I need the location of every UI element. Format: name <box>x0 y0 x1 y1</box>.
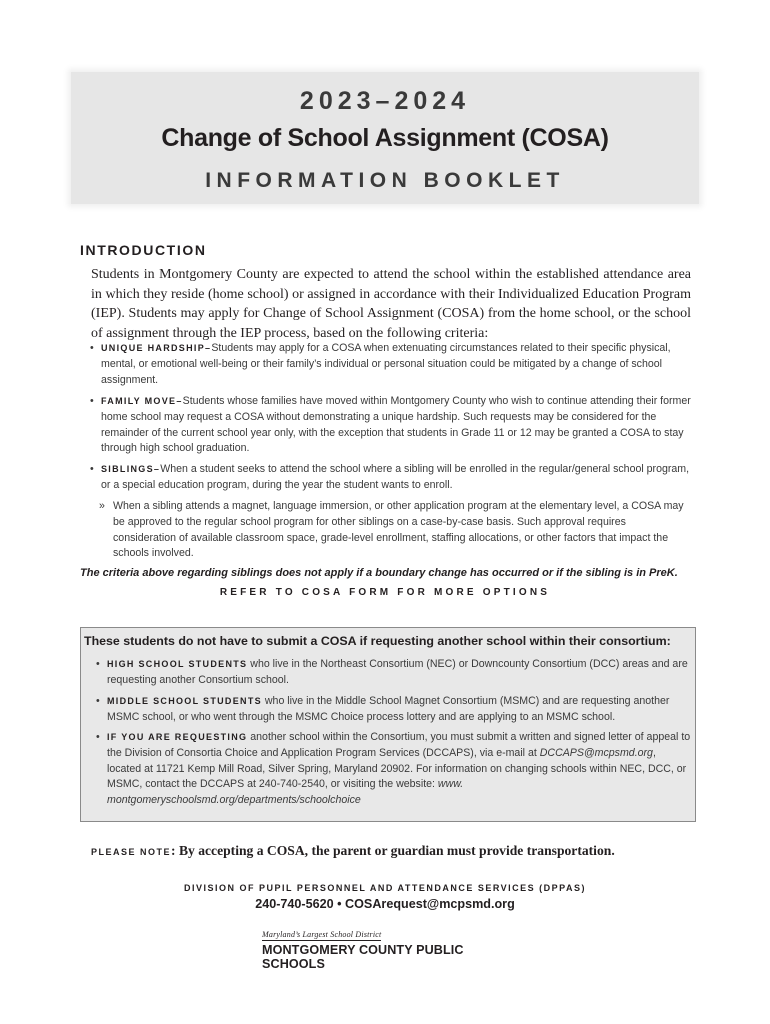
criteria-text: Students may apply for a COSA when extenuating circumstances related to their specific physical, mental, or emotional well-being or their family’s individual or personal situation could be mitigated by a change of school assignment. <box>101 342 671 386</box>
school-year: 2023–2024 <box>299 87 471 115</box>
introduction-paragraph: Students in Montgomery County are expected to attend the school within the established attendance area in which they reside (home school) or assigned in accordance with their Individualized Education Program (IEP). Students may apply for Change of School Assignment (COSA) from the home school, or the school of assignment through the IEP process, based on the following criteria: <box>91 267 691 341</box>
consortium-item-middle-school <box>96 694 691 726</box>
consortium-keyword: MIDDLE SCHOOL STUDENTS <box>107 696 262 706</box>
criteria-keyword: SIBLINGS– <box>101 464 161 474</box>
siblings-sub-text: When a sibling attends a magnet, language immersion, or other application program at the elementary level, a COSA may be approved to the regular school program for other siblings on a case-by-case basis. Such approval requires consideration of available classroom space, grade-level enrollment, staffing allocations, or other factors that impact the schools involved. <box>113 500 684 560</box>
bullet: • <box>96 731 100 743</box>
criteria-text: When a student seeks to attend the school where a sibling will be enrolled in the regular/general school program, or a special education program, during the year the student wants to enroll. <box>101 463 690 491</box>
criteria-item-unique-hardship <box>90 341 695 388</box>
please-note <box>91 843 691 859</box>
criteria-keyword: UNIQUE HARDSHIP– <box>101 343 212 353</box>
consortium-text: another school within the Consortium, you must submit a written and signed letter of appeal to the Division of Consortia Choice and Application Program Services (DCCAPS), via e-mail at <box>107 731 691 759</box>
criteria-keyword: FAMILY MOVE– <box>101 396 183 406</box>
bullet: • <box>96 695 100 707</box>
bullet: • <box>90 463 94 475</box>
mcps-logo <box>258 930 528 971</box>
page-title: Change of School Assignment (COSA) <box>161 124 609 152</box>
consortium-keyword: IF YOU ARE REQUESTING <box>107 732 248 742</box>
bullet: • <box>96 658 100 670</box>
consortium-item-high-school <box>96 657 691 689</box>
division-name: DIVISION OF PUPIL PERSONNEL AND ATTENDANCE SERVICES (DPPAS) <box>183 883 587 893</box>
consortium-item-requesting <box>96 730 691 809</box>
criteria-item-family-move <box>90 394 695 457</box>
dccaps-email-link[interactable]: DCCAPS@mcpsmd.org <box>539 746 653 759</box>
siblings-sub-item <box>99 499 691 562</box>
page-subtitle: INFORMATION BOOKLET <box>205 169 565 192</box>
bullet: • <box>90 395 94 407</box>
introduction-heading: INTRODUCTION <box>80 242 207 258</box>
school-choice-website-link[interactable]: www. montgomeryschoolsmd.org/departments/schoolchoice <box>107 778 464 807</box>
siblings-note: The criteria above regarding siblings does not apply if a boundary change has occurred or if the sibling is in PreK. <box>80 567 678 579</box>
consortium-text: who live in the Middle School Magnet Consortium (MSMC) and are requesting another MSMC school, or who went through the MSMC Choice process lottery and are applying to an MSMC school. <box>107 695 670 723</box>
consortium-text: who live in the Northeast Consortium (NEC) or Downcounty Consortium (DCC) areas and are requesting another Consortium school. <box>107 658 688 686</box>
title-banner <box>71 72 699 204</box>
logo-tagline: Maryland’s Largest School District <box>262 930 382 939</box>
refer-to-form: REFER TO COSA FORM FOR MORE OPTIONS <box>219 587 551 598</box>
please-note-label: PLEASE NOTE <box>91 847 172 857</box>
criteria-text: Students whose families have moved within Montgomery County who wish to continue attending their former home school may request a COSA without demonstrating a unique hardship. Such requests may be considered for the remainder of the current school year only, with the exception that students in Grade 11 or 12 may be granted a COSA to stay through high school graduation. <box>101 395 691 455</box>
consortium-heading: These students do not have to submit a COSA if requesting another school within their consortium: <box>84 634 671 648</box>
consortium-keyword: HIGH SCHOOL STUDENTS <box>107 659 248 669</box>
contact-info: 240-740-5620 • COSArequest@mcpsmd.org <box>255 897 515 911</box>
logo-name: MONTGOMERY COUNTY PUBLIC SCHOOLS <box>262 943 464 971</box>
consortium-text-continued: , located at 11721 Kemp Mill Road, Silver Spring, Maryland 20902. For information on changing schools within NEC, DCC, or MSMC, contact the DCCAPS at 240-740-2540, or visiting the website: <box>107 746 687 791</box>
sub-bullet: » <box>99 500 105 512</box>
bullet: • <box>90 342 94 354</box>
please-note-text: : By accepting a COSA, the parent or guardian must provide transportation. <box>171 843 615 858</box>
criteria-item-siblings <box>90 462 695 494</box>
